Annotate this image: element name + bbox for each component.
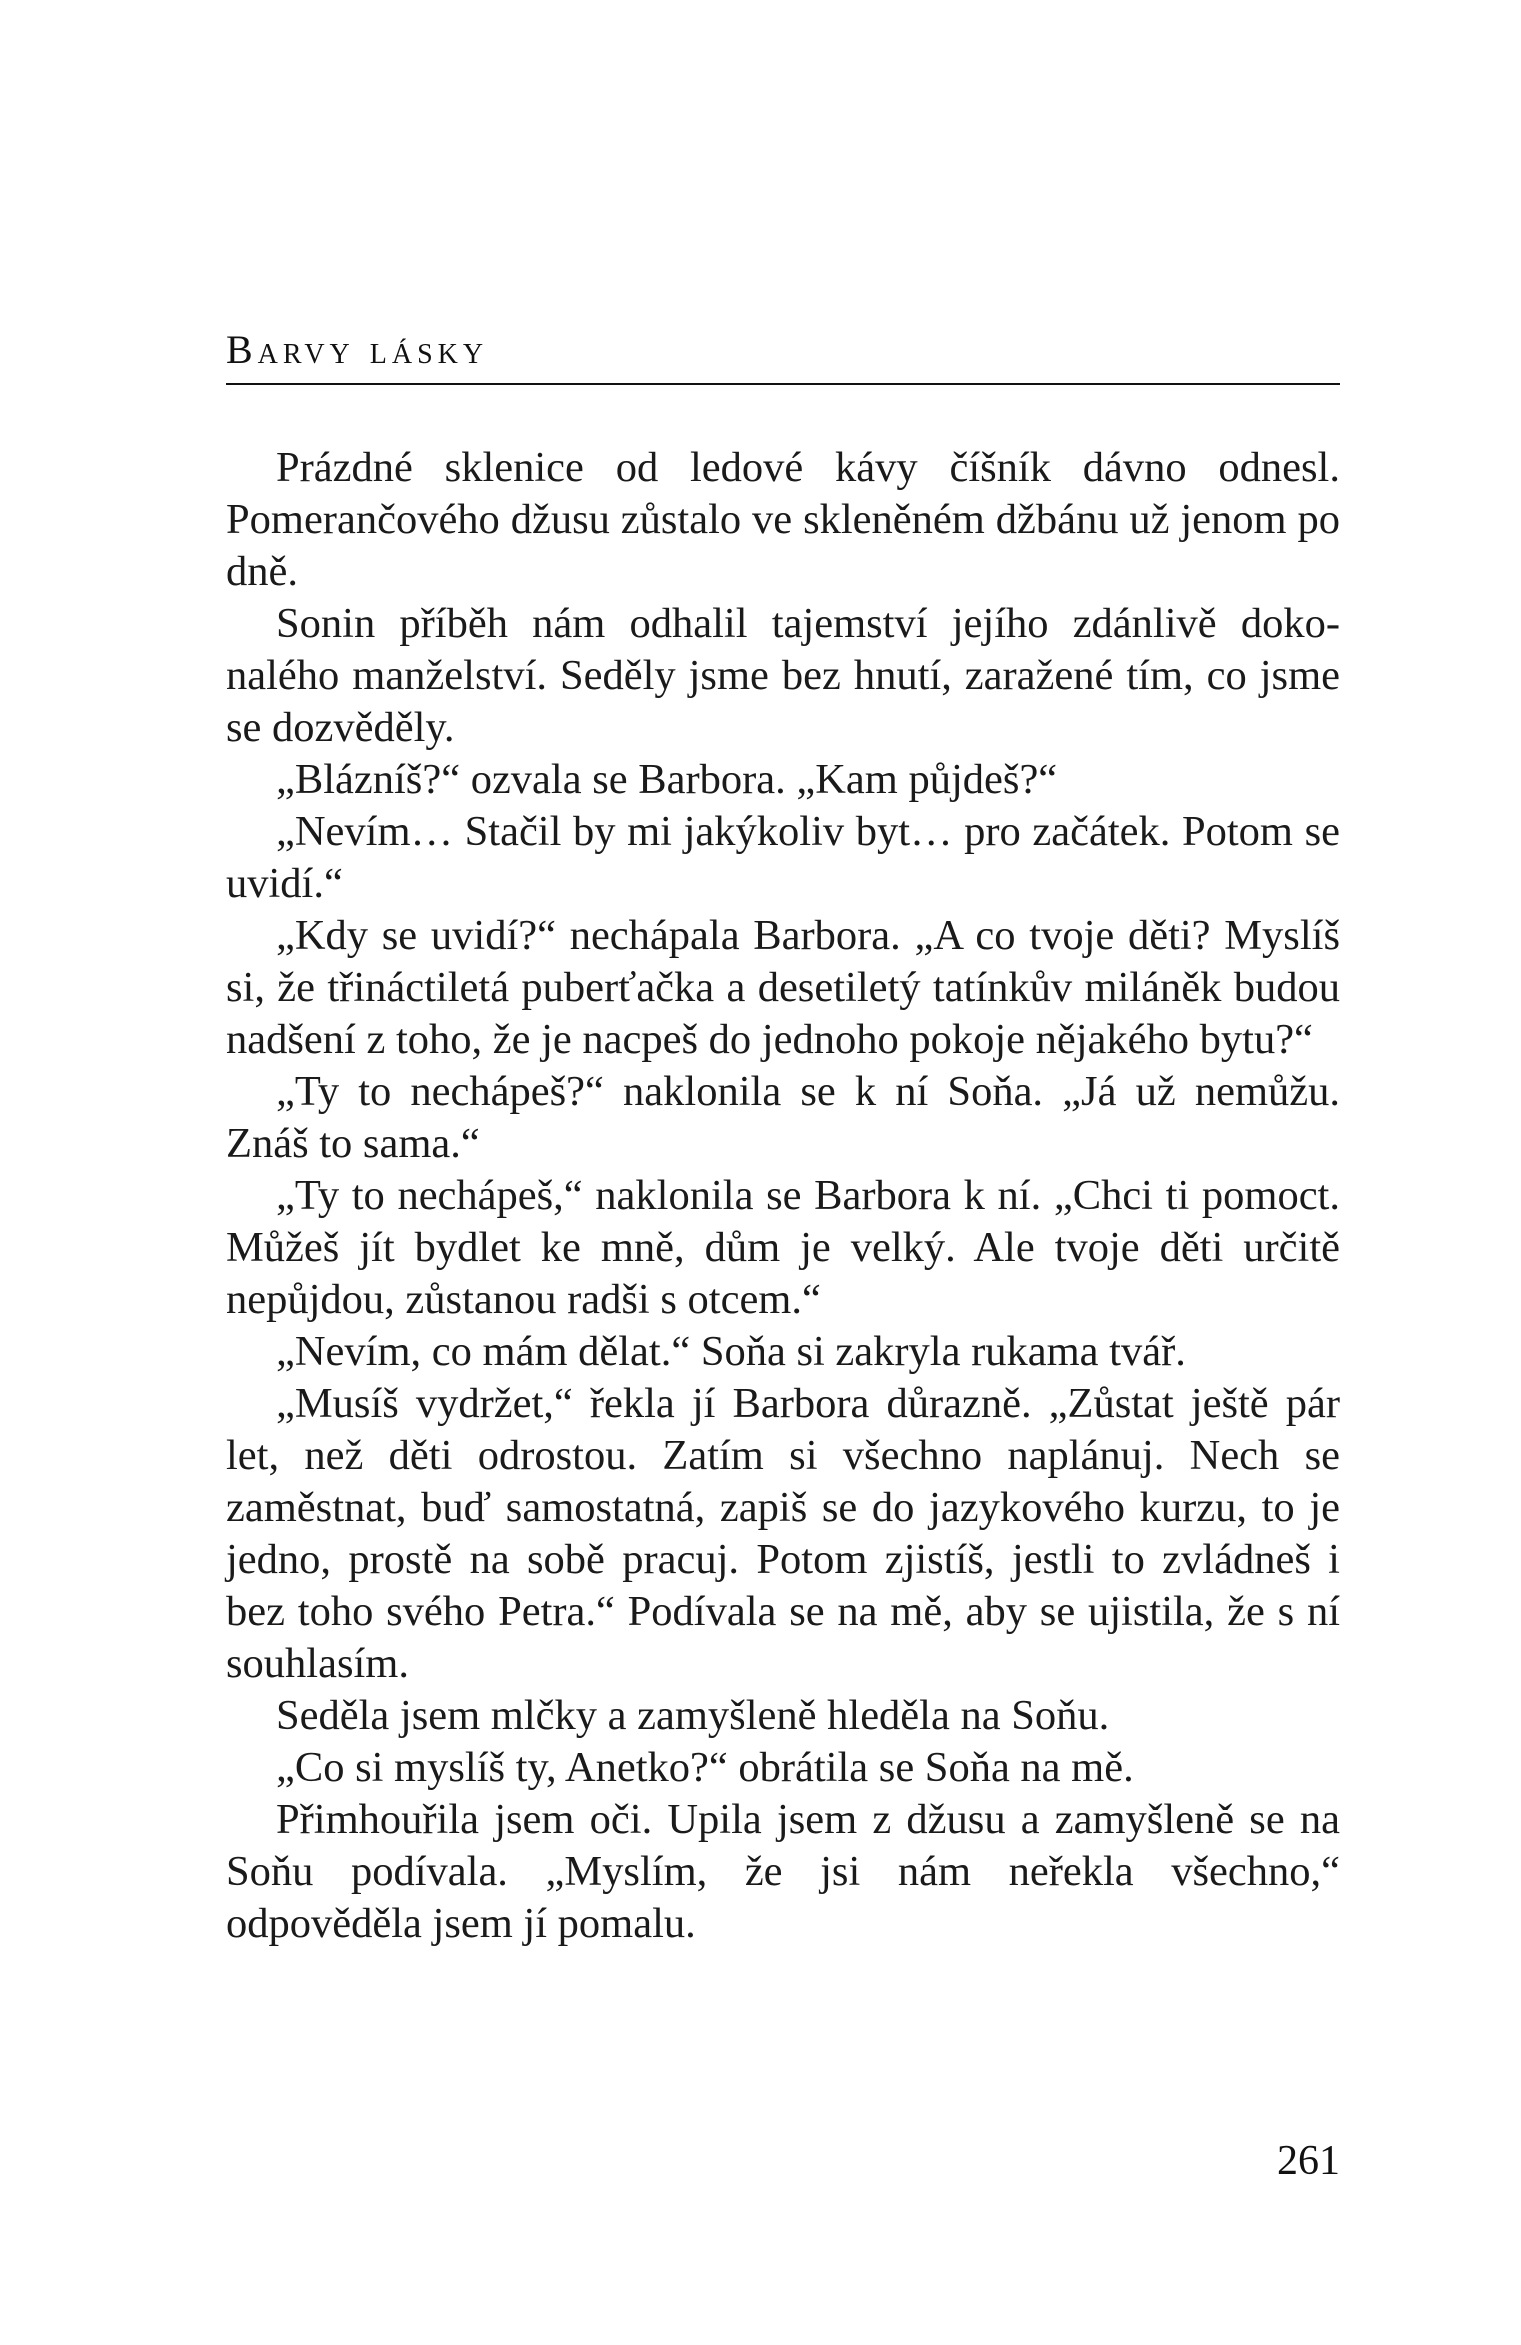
paragraph: „Nevím, co mám dělat.“ Soňa si zakryla rukama tvář. xyxy=(276,1328,1186,1375)
paragraph: „Ty to nechápeš,“ naklonila se Barbora k ní. „Chci ti pomoct. Můžeš jít bydlet ke mně, dům je velký. Ale tvoje děti určitě nepůjdou, zůstanou radši s otcem.“ xyxy=(226,1172,1340,1323)
body-text xyxy=(226,442,1340,1950)
paragraph: Seděla jsem mlčky a zamyšleně hleděla na Soňu. xyxy=(276,1692,1110,1739)
page-number: 261 xyxy=(1277,2138,1340,2184)
running-head: Barvy lásky xyxy=(226,327,489,372)
paragraph: „Nevím… Stačil by mi jakýkoliv byt… pro začátek. Potom se uvidí.“ xyxy=(226,808,1340,907)
paragraph: Přimhouřila jsem oči. Upila jsem z džusu a zamyšleně se na Soňu podívala. „Myslím, že jsi nám neřekla všechno,“ odpověděla jsem jí pomalu. xyxy=(226,1796,1340,1947)
paragraph: Prázdné sklenice od ledové kávy číšník dávno odnesl. Pomerančového džusu zůstalo ve skleněném džbánu už jenom po dně. xyxy=(226,444,1340,595)
paragraph: „Musíš vydržet,“ řekla jí Barbora důrazně. „Zůstat ještě pár let, než děti odrostou. Zatím si všechno naplánuj. Nech se zaměstnat, buď samostatná, zapiš se do jazykového kurzu, to je jedno, prostě na sobě pracuj. Potom zjistíš, jestli to zvládneš i bez toho svého Petra.“ Podívala se na mě, aby se ujistila, že s ní souhlasím. xyxy=(226,1380,1340,1687)
paragraph: Sonin příběh nám odhalil tajemství jejího zdánlivě dokonalého manželství. Seděly jsme bez hnutí, zaražené tím, co jsme se dozvěděly. xyxy=(226,600,1340,751)
paragraph: „Blázníš?“ ozvala se Barbora. „Kam půjdeš?“ xyxy=(276,756,1058,803)
paragraph: „Co si myslíš ty, Anetko?“ obrátila se Soňa na mě. xyxy=(276,1744,1134,1791)
paragraph: „Kdy se uvidí?“ nechápala Barbora. „A co tvoje děti? Myslíš si, že třináctiletá puberťačka a desetiletý tatínkův miláněk budou nadšení z toho, že je nacpeš do jednoho pokoje nějakého bytu?“ xyxy=(226,912,1340,1063)
paragraph: „Ty to nechápeš?“ naklonila se k ní Soňa. „Já už nemůžu. Znáš to sama.“ xyxy=(226,1068,1340,1167)
header-rule xyxy=(226,383,1340,385)
